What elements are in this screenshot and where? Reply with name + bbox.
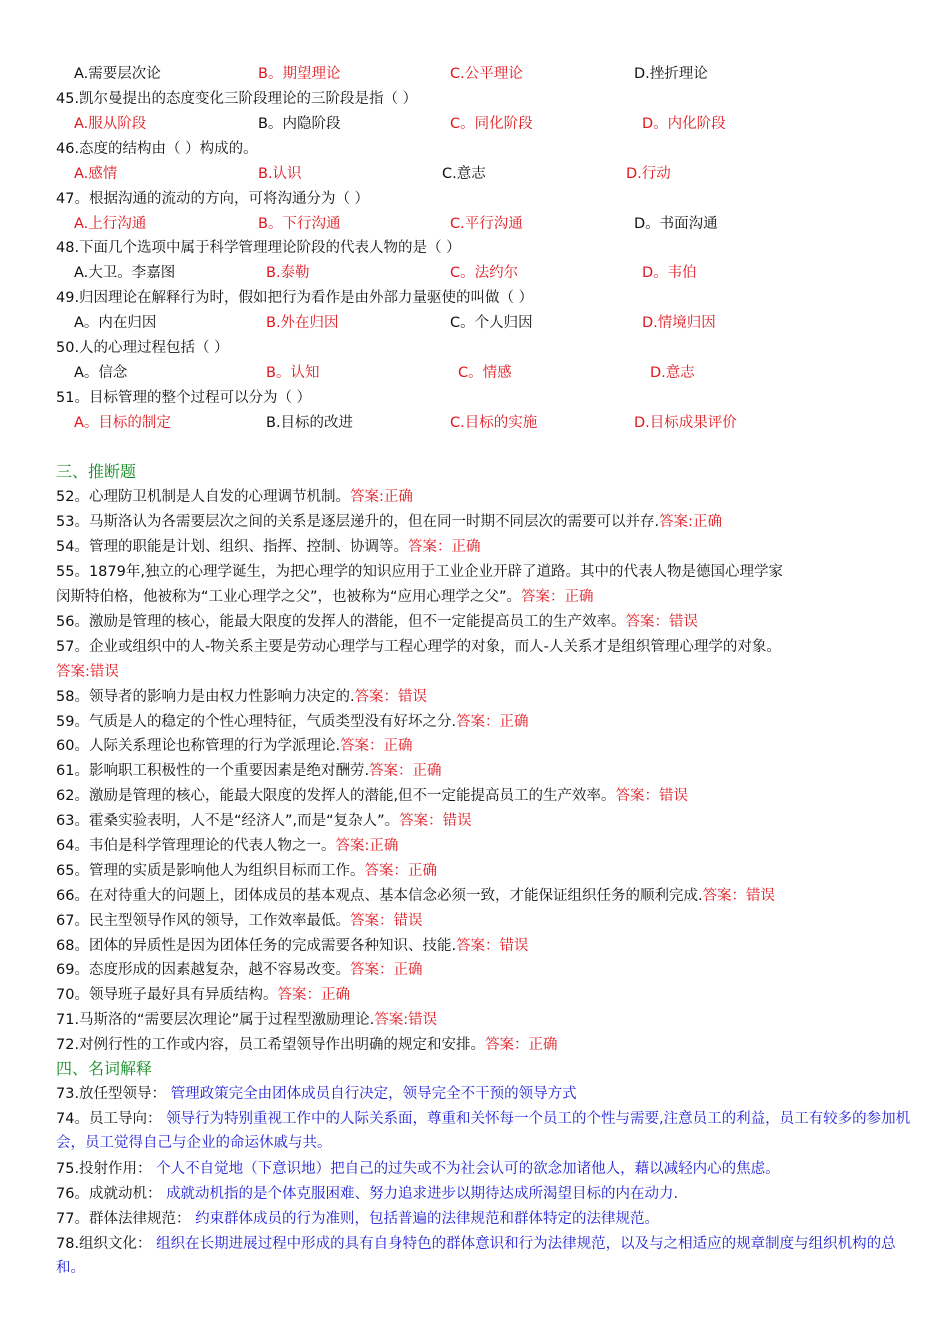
option-c: C。情感 — [458, 365, 512, 381]
mc-option-row — [56, 212, 914, 236]
option-a: A.上行沟通 — [74, 216, 147, 232]
judge-item — [56, 660, 914, 684]
judge-item: 64。韦伯是科学管理理论的代表人物之一。答案:正确 — [56, 838, 399, 854]
answer: 答案:正确 — [349, 489, 413, 505]
term-item — [56, 1232, 914, 1280]
option-d: D.目标成果评价 — [634, 415, 737, 431]
judge-item: 55。1879年,独立的心理学诞生，为把心理学的知识应用于工业企业开辟了道路。其中的代表人物是德国心理学家 — [56, 564, 783, 580]
term-item — [56, 1107, 914, 1155]
option-d: D.意志 — [650, 365, 695, 381]
option-c: C.目标的实施 — [450, 415, 538, 431]
option-c: C.平行沟通 — [450, 216, 523, 232]
answer: 答案：正确 — [277, 987, 350, 1003]
option-b: B。下行沟通 — [258, 216, 341, 232]
option-d: D.挫折理论 — [634, 66, 708, 82]
answer: 答案：错误 — [625, 614, 698, 630]
answer: 答案:正确 — [659, 514, 722, 530]
judge-item: 66。在对待重大的问题上，团体成员的基本观点、基本信念必须一致，才能保证组织任务的顺利完成.答案：错误 — [56, 888, 776, 904]
answer: 答案：错误 — [354, 689, 428, 705]
question-46: 46.态度的结构由（ ）构成的。 — [56, 141, 258, 157]
option-d: D。内化阶段 — [642, 116, 726, 132]
judge-item: 57。企业或组织中的人-物关系主要是劳动心理学与工程心理学的对象，而人-人关系才是组织管理心理学的对象。 — [56, 639, 781, 655]
answer: 答案：正确 — [456, 714, 529, 730]
answer: 答案：正确 — [407, 539, 481, 555]
judge-item: 52。心理防卫机制是人自发的心理调节机制。答案:正确 — [56, 489, 413, 505]
answer: 答案：正确 — [340, 738, 413, 754]
judge-item: 69。态度形成的因素越复杂，越不容易改变。答案：正确 — [56, 962, 423, 978]
judge-item: 56。激励是管理的核心，能最大限度的发挥人的潜能，但不一定能提高员工的生产效率。答案：错误 — [56, 614, 698, 630]
option-a: A.大卫。李嘉图 — [74, 265, 176, 281]
term-item — [56, 1082, 914, 1106]
section-4-title: 四、名词解释 — [56, 1059, 153, 1078]
term-definition: 个人不自觉地（下意识地）把自己的过失或不为社会认可的欲念加诸他人，藉以减轻内心的焦虑。 — [156, 1161, 780, 1177]
option-a: A。目标的制定 — [74, 415, 171, 431]
question-50: 50.人的心理过程包括（ ） — [56, 340, 229, 356]
judge-item: 闵斯特伯格，他被称为“工业心理学之父”，也被称为“应用心理学之父”。答案：正确 — [56, 589, 594, 605]
question-47: 47。根据沟通的流动的方向，可将沟通分为（ ） — [56, 191, 370, 207]
answer: 答案:正确 — [335, 838, 399, 854]
question-51: 51。目标管理的整个过程可以分为（ ） — [56, 390, 312, 406]
answer: 答案：正确 — [369, 763, 442, 779]
option-d: D.行动 — [626, 166, 671, 182]
option-d: D。韦伯 — [642, 265, 697, 281]
term: 76。成就动机： — [56, 1186, 162, 1202]
judge-item: 71.马斯洛的“需要层次理论”属于过程型激励理论.答案:错误 — [56, 1012, 438, 1028]
option-a: A.感情 — [74, 166, 118, 182]
judge-item: 53。马斯洛认为各需要层次之间的关系是逐层递升的，但在同一时期不同层次的需要可以并存.答案:正确 — [56, 514, 722, 530]
question-45: 45.凯尔曼提出的态度变化三阶段理论的三阶段是指（ ） — [56, 91, 418, 107]
option-c: C。法约尔 — [450, 265, 519, 281]
option-b: B.目标的改进 — [266, 415, 354, 431]
judge-item: 67。民主型领导作风的领导，工作效率最低。答案：错误 — [56, 913, 423, 929]
answer: 答案：错误 — [702, 888, 776, 904]
mc-option-row — [56, 62, 914, 86]
option-b: B.外在归因 — [266, 315, 339, 331]
term-item — [56, 1157, 914, 1181]
term-definition: 组织在长期进展过程中形成的具有自身特色的群体意识和行为法律规范，以及与之相适应的规章制度与组织机构的总和。 — [56, 1236, 896, 1276]
mc-option-row — [56, 162, 914, 186]
option-b: B。期望理论 — [258, 66, 341, 82]
answer: 答案：正确 — [349, 962, 423, 978]
option-a: A。内在归因 — [74, 315, 157, 331]
term: 75.投射作用： — [56, 1161, 152, 1177]
answer: 答案:错误 — [374, 1012, 438, 1028]
option-b: B。内隐阶段 — [258, 116, 341, 132]
mc-option-row — [56, 361, 914, 385]
judge-item: 61。影响职工积极性的一个重要因素是绝对酬劳.答案：正确 — [56, 763, 442, 779]
term-definition: 成就动机指的是个体克服困难、努力追求进步以期待达成所渴望目标的内在动力. — [166, 1186, 679, 1202]
judge-item: 72.对例行性的工作或内容，员工希望领导作出明确的规定和安排。答案：正确 — [56, 1037, 558, 1053]
section-3-title: 三、推断题 — [56, 462, 137, 481]
option-b: B.泰勒 — [266, 265, 310, 281]
answer: 答案：错误 — [456, 938, 529, 954]
answer: 答案:错误 — [56, 664, 119, 680]
option-c: C。同化阶段 — [450, 116, 533, 132]
mc-option-row — [56, 311, 914, 335]
judge-item: 59。气质是人的稳定的个性心理特征，气质类型没有好坏之分.答案：正确 — [56, 714, 529, 730]
term-item — [56, 1182, 914, 1206]
answer: 答案：正确 — [521, 589, 594, 605]
judge-item: 63。霍桑实验表明，人不是“经济人”,而是“复杂人”。答案：错误 — [56, 813, 472, 829]
mc-option-row — [56, 411, 914, 435]
judge-item: 60。人际关系理论也称管理的行为学派理论.答案：正确 — [56, 738, 413, 754]
judge-item: 70。领导班子最好具有异质结构。答案：正确 — [56, 987, 350, 1003]
option-d: D。书面沟通 — [634, 216, 718, 232]
answer: 答案：错误 — [349, 913, 423, 929]
option-a: A.服从阶段 — [74, 116, 147, 132]
option-d: D.情境归因 — [642, 315, 716, 331]
judge-item: 54。管理的职能是计划、组织、指挥、控制、协调等。答案：正确 — [56, 539, 481, 555]
question-49: 49.归因理论在解释行为时，假如把行为看作是由外部力量驱使的叫做（ ） — [56, 290, 534, 306]
term: 74。员工导向： — [56, 1111, 162, 1127]
question-48: 48.下面几个选项中属于科学管理理论阶段的代表人物的是（ ） — [56, 240, 461, 256]
answer: 答案：错误 — [615, 788, 689, 804]
mc-option-row — [56, 261, 914, 285]
judge-item: 58。领导者的影响力是由权力性影响力决定的.答案：错误 — [56, 689, 428, 705]
answer: 答案：错误 — [399, 813, 472, 829]
term: 73.放任型领导： — [56, 1086, 167, 1102]
option-a: A。信念 — [74, 365, 128, 381]
judge-item: 68。团体的异质性是因为团体任务的完成需要各种知识、技能.答案：错误 — [56, 938, 529, 954]
mc-option-row — [56, 112, 914, 136]
option-a: A.需要层次论 — [74, 66, 161, 82]
term-item — [56, 1207, 914, 1231]
option-c: C.意志 — [442, 166, 486, 182]
term: 78.组织文化： — [56, 1236, 152, 1252]
judge-item: 65。管理的实质是影响他人为组织目标而工作。答案：正确 — [56, 863, 437, 879]
term-definition: 管理政策完全由团体成员自行决定，领导完全不干预的领导方式 — [170, 1086, 577, 1102]
option-c: C.公平理论 — [450, 66, 523, 82]
answer: 答案：正确 — [485, 1037, 558, 1053]
judge-item: 62。激励是管理的核心，能最大限度的发挥人的潜能,但不一定能提高员工的生产效率。答案：错误 — [56, 788, 689, 804]
term-definition: 约束群体成员的行为准则，包括普遍的法律规范和群体特定的法律规范。 — [195, 1211, 660, 1227]
option-c: C。个人归因 — [450, 315, 533, 331]
answer: 答案：正确 — [364, 863, 437, 879]
term-definition: 领导行为特别重视工作中的人际关系面，尊重和关怀每一个员工的个性与需要,注意员工的利益，员工有较多的参加机会，员工觉得自己与企业的命运休戚与共。 — [56, 1111, 911, 1151]
term: 77。群体法律规范： — [56, 1211, 191, 1227]
option-b: B.认识 — [258, 166, 302, 182]
option-b: B。认知 — [266, 365, 320, 381]
